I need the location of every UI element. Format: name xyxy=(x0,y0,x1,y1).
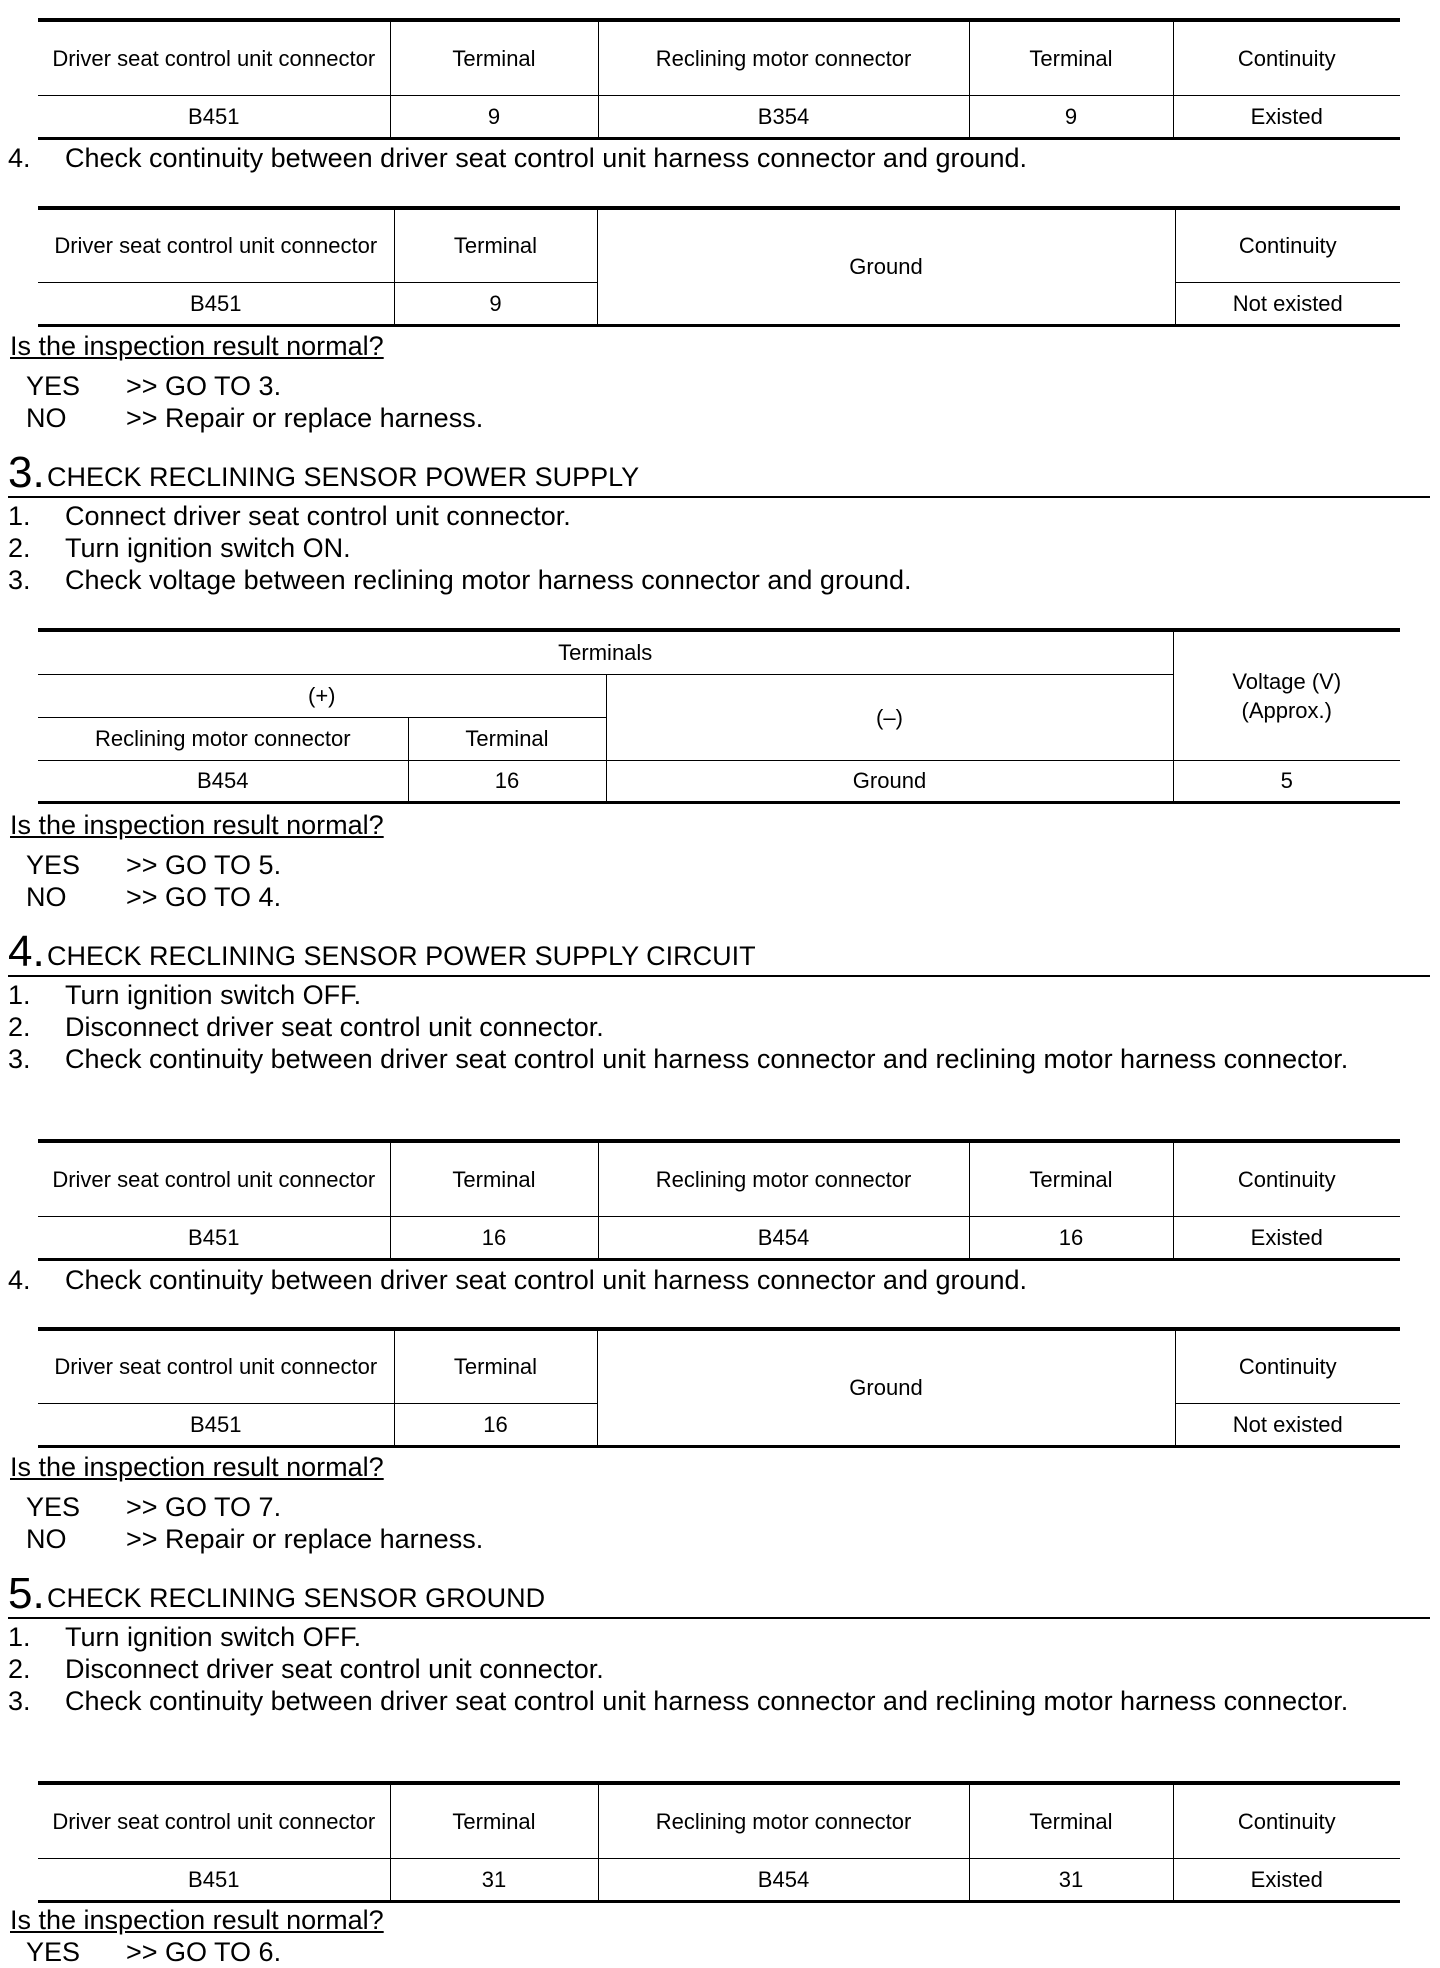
step-number: 4. xyxy=(8,927,45,976)
step-title: CHECK RECLINING SENSOR GROUND xyxy=(47,1583,546,1613)
table-cell: 5 xyxy=(1173,760,1400,802)
table-cell: 9 xyxy=(390,95,598,138)
step-number: 3. xyxy=(8,448,45,497)
table-cell: B454 xyxy=(197,768,249,793)
step-heading-5 xyxy=(8,1569,1430,1619)
header-cell: Terminal xyxy=(390,20,598,95)
table-header-row xyxy=(38,1783,1400,1858)
answer-yes xyxy=(26,1936,281,1968)
table-cell: 16 xyxy=(408,760,606,802)
answer-no xyxy=(26,402,483,434)
table-row xyxy=(38,1216,1400,1259)
list-number: 1. xyxy=(8,980,31,1010)
table-cell: B451 xyxy=(190,290,242,316)
header-cell: Continuity xyxy=(1173,1783,1400,1858)
table-header-row xyxy=(38,1141,1400,1216)
list-number: 4. xyxy=(8,143,31,173)
table-cell: Ground xyxy=(606,760,1173,802)
answer-yes xyxy=(26,1491,281,1523)
header-cell: Reclining motor connector xyxy=(598,1141,969,1216)
table-cell: Not existed xyxy=(1175,282,1400,325)
answer-text: >> GO TO 6. xyxy=(126,1937,282,1967)
table-cell: B451 xyxy=(190,1411,242,1437)
header-cell: Driver seat control unit connector xyxy=(38,1141,390,1216)
table-cell: B454 xyxy=(598,1216,969,1259)
list-item: Connect driver seat control unit connector. xyxy=(65,501,571,531)
table-cell: B454 xyxy=(598,1858,969,1901)
table-cell: 31 xyxy=(390,1858,598,1901)
answer-text: >> GO TO 5. xyxy=(126,850,282,880)
voltage-table xyxy=(38,628,1400,804)
header-cell: Continuity xyxy=(1175,1329,1400,1403)
yes-label: YES xyxy=(26,1937,81,1967)
step-heading-3 xyxy=(8,448,1430,498)
table-cell: 16 xyxy=(390,1216,598,1259)
continuity-table-3 xyxy=(38,1781,1400,1903)
table-header-row xyxy=(38,208,1400,282)
answer-yes xyxy=(26,370,281,402)
list-item: Check continuity between driver seat control unit harness connector and ground. xyxy=(65,1265,1028,1295)
inspection-question: Is the inspection result normal? xyxy=(10,1905,384,1935)
table-cell: Existed xyxy=(1173,95,1400,138)
header-cell: Driver seat control unit connector xyxy=(38,1783,390,1858)
plus-header: (+) xyxy=(38,674,606,717)
header-cell: Continuity xyxy=(1173,20,1400,95)
table-header-row xyxy=(38,1329,1400,1403)
continuity-table-2 xyxy=(38,1139,1400,1261)
header-cell: Driver seat control unit connector xyxy=(38,1329,394,1403)
list-number: 2. xyxy=(8,1654,31,1684)
header-cell: Reclining motor connector xyxy=(598,20,969,95)
table-cell: Existed xyxy=(1173,1216,1400,1259)
answer-text: >> GO TO 7. xyxy=(126,1492,282,1522)
inspection-question: Is the inspection result normal? xyxy=(10,810,384,840)
table-cell: B451 xyxy=(188,103,240,129)
header-cell: Terminal xyxy=(969,20,1173,95)
table-header-row xyxy=(38,630,1400,674)
approx-label: (Approx.) xyxy=(1241,697,1332,723)
ground-cell: Ground xyxy=(597,1329,1175,1446)
list-number: 2. xyxy=(8,533,31,563)
table-cell: 16 xyxy=(969,1216,1173,1259)
step-number: 5. xyxy=(8,1569,45,1618)
answer-text: >> Repair or replace harness. xyxy=(126,1524,484,1554)
list-item: Check voltage between reclining motor harness connector and ground. xyxy=(65,565,912,595)
answer-no xyxy=(26,881,281,913)
header-cell: Continuity xyxy=(1175,208,1400,282)
list-number: 2. xyxy=(8,1012,31,1042)
header-cell: Terminal xyxy=(394,208,597,282)
header-cell: Terminal xyxy=(408,717,606,760)
header-cell: Terminal xyxy=(969,1141,1173,1216)
list-item: Disconnect driver seat control unit connector. xyxy=(65,1012,604,1042)
header-cell: Driver seat control unit connector xyxy=(38,208,394,282)
step-title: CHECK RECLINING SENSOR POWER SUPPLY CIRCUIT xyxy=(47,941,756,971)
inspection-question: Is the inspection result normal? xyxy=(10,331,384,361)
list-item: Turn ignition switch ON. xyxy=(65,533,351,563)
table-cell: B354 xyxy=(598,95,969,138)
table-cell: B451 xyxy=(188,1224,240,1250)
list-number: 3. xyxy=(8,565,31,595)
header-cell: Driver seat control unit connector xyxy=(38,20,390,95)
voltage-header xyxy=(1173,630,1400,760)
list-item: Turn ignition switch OFF. xyxy=(65,1622,362,1652)
list-item: Disconnect driver seat control unit connector. xyxy=(65,1654,604,1684)
answer-yes xyxy=(26,849,281,881)
minus-header: (–) xyxy=(606,674,1173,760)
step-heading-4 xyxy=(8,927,1430,977)
header-cell: Terminal xyxy=(390,1141,598,1216)
header-cell: Reclining motor connector xyxy=(598,1783,969,1858)
voltage-label: Voltage (V) xyxy=(1232,668,1342,694)
answer-text: >> GO TO 4. xyxy=(126,882,282,912)
answer-text: >> Repair or replace harness. xyxy=(126,403,484,433)
yes-label: YES xyxy=(26,371,81,401)
table-cell: 16 xyxy=(394,1403,597,1446)
header-cell: Terminal xyxy=(394,1329,597,1403)
table-header-row xyxy=(38,20,1400,95)
table-cell: 31 xyxy=(969,1858,1173,1901)
table-cell: B451 xyxy=(188,1866,240,1892)
header-cell: Terminal xyxy=(390,1783,598,1858)
terminals-header: Terminals xyxy=(38,630,1173,674)
table-row xyxy=(38,1858,1400,1901)
ground-cell: Ground xyxy=(597,208,1175,325)
list-item: Check continuity between driver seat control unit harness connector and ground. xyxy=(65,143,1028,173)
step-title: CHECK RECLINING SENSOR POWER SUPPLY xyxy=(47,462,640,492)
inspection-question: Is the inspection result normal? xyxy=(10,1452,384,1482)
list-item: Check continuity between driver seat control unit harness connector and reclining motor harness connector. xyxy=(65,1686,1349,1716)
no-label: NO xyxy=(26,882,67,912)
table-cell: 9 xyxy=(394,282,597,325)
continuity-table-1 xyxy=(38,18,1400,140)
table-row xyxy=(38,95,1400,138)
ground-continuity-table-2 xyxy=(38,1327,1400,1448)
answer-no xyxy=(26,1523,483,1555)
table-row xyxy=(38,760,1400,802)
table-cell: 9 xyxy=(969,95,1173,138)
no-label: NO xyxy=(26,403,67,433)
list-item: Check continuity between driver seat control unit harness connector and reclining motor harness connector. xyxy=(65,1044,1349,1074)
table-cell: Existed xyxy=(1173,1858,1400,1901)
table-cell: Not existed xyxy=(1175,1403,1400,1446)
list-number: 3. xyxy=(8,1044,31,1074)
header-cell: Reclining motor connector xyxy=(38,717,408,760)
list-number: 1. xyxy=(8,1622,31,1652)
yes-label: YES xyxy=(26,1492,81,1522)
list-number: 1. xyxy=(8,501,31,531)
header-cell: Terminal xyxy=(969,1783,1173,1858)
list-number: 3. xyxy=(8,1686,31,1716)
header-cell: Continuity xyxy=(1173,1141,1400,1216)
no-label: NO xyxy=(26,1524,67,1554)
list-item: Turn ignition switch OFF. xyxy=(65,980,362,1010)
ground-continuity-table-1 xyxy=(38,206,1400,327)
list-number: 4. xyxy=(8,1265,31,1295)
answer-text: >> GO TO 3. xyxy=(126,371,282,401)
yes-label: YES xyxy=(26,850,81,880)
